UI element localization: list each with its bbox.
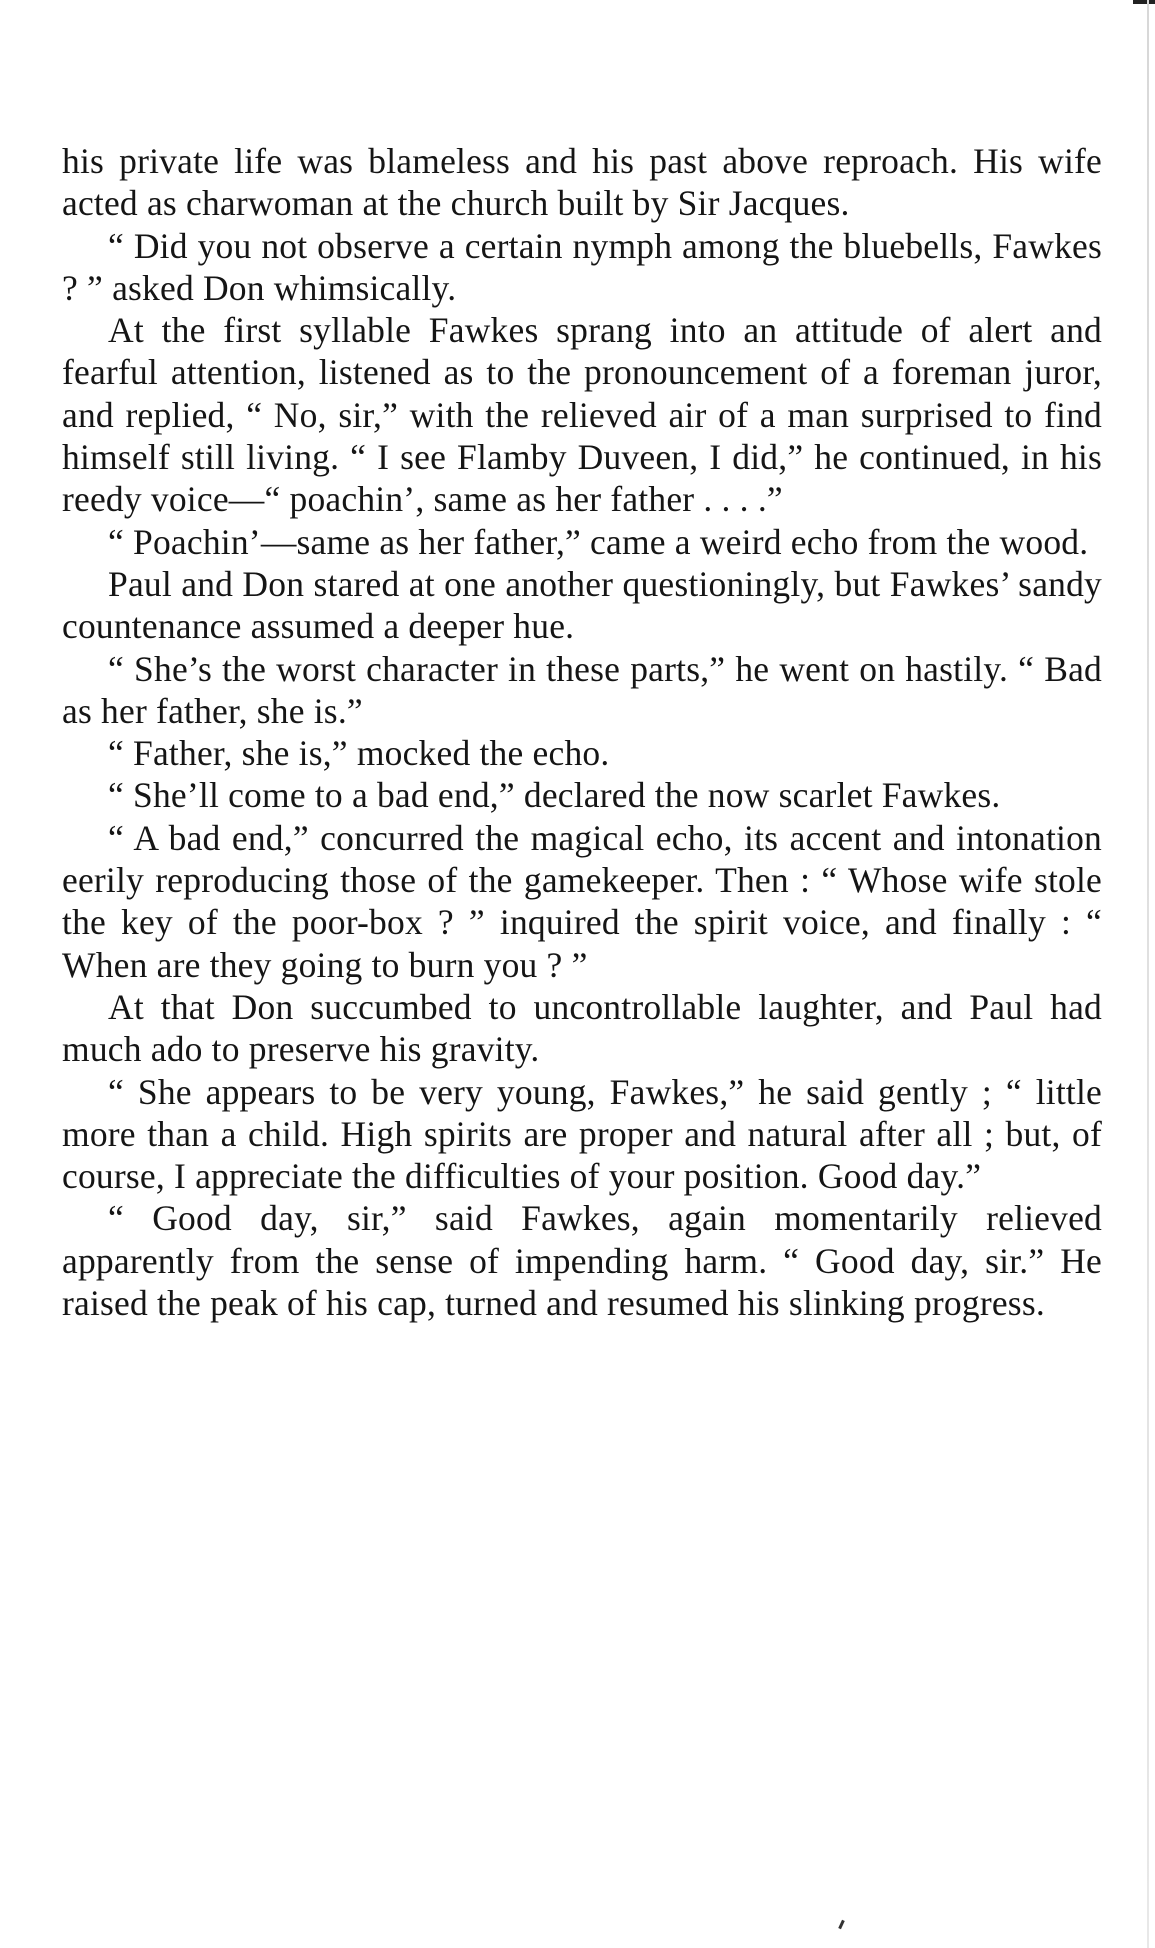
top-edge-mark: [1133, 0, 1155, 4]
paragraph-2: “ Did you not observe a certain nymph among the bluebells, Fawkes ? ” asked Don whimsically.: [62, 225, 1102, 308]
paragraph-11: “ She appears to be very young, Fawkes,” he said gently ; “ little more than a child. High spirits are proper and natural after all ; but, of course, I appreciate the difficulties of your position. Good day.”: [62, 1071, 1102, 1197]
paragraph-10: At that Don succumbed to uncontrollable laughter, and Paul had much ado to preserve his gravity.: [62, 986, 1102, 1070]
paragraph-5: Paul and Don stared at one another questioningly, but Fawkes’ sandy countenance assumed a deeper hue.: [62, 563, 1102, 647]
paragraph-8: “ She’ll come to a bad end,” declared the now scarlet Fawkes.: [108, 775, 1001, 816]
body-text: [62, 140, 1102, 1324]
page-edge: [1147, 0, 1149, 1948]
paragraph-7: “ Father, she is,” mocked the echo.: [108, 733, 610, 774]
ink-speck: [838, 1920, 845, 1929]
paragraph-4: “ Poachin’—same as her father,” came a weird echo from the wood.: [108, 521, 1089, 562]
paragraph-1: his private life was blameless and his past above reproach. His wife acted as charwoman at the church built by Sir Jacques.: [62, 141, 1102, 224]
paragraph-12: “ Good day, sir,” said Fawkes, again momentarily relieved apparently from the sense of impending harm. “ Good day, sir.” He raised the peak of his cap, turned and resumed his slinking progress.: [62, 1198, 1102, 1324]
paragraph-9: “ A bad end,” concurred the magical echo, its accent and intonation eerily reproducing those of the gamekeeper. Then : “ Whose wife stole the key of the poor-box ? ” inquired the spirit voice, and finally : “ When are they going to burn you ? ”: [62, 817, 1102, 985]
paragraph-3: At the first syllable Fawkes sprang into an attitude of alert and fearful attention, listened as to the pronouncement of a foreman juror, and replied, “ No, sir,” with the relieved air of a man surprised to find himself still living. “ I see Flamby Duveen, I did,” he continued, in his reedy voice—“ poachin’, same as her father . . . .”: [62, 310, 1102, 520]
paragraph-6: “ She’s the worst character in these parts,” he went on hastily. “ Bad as her father, she is.”: [62, 648, 1102, 731]
